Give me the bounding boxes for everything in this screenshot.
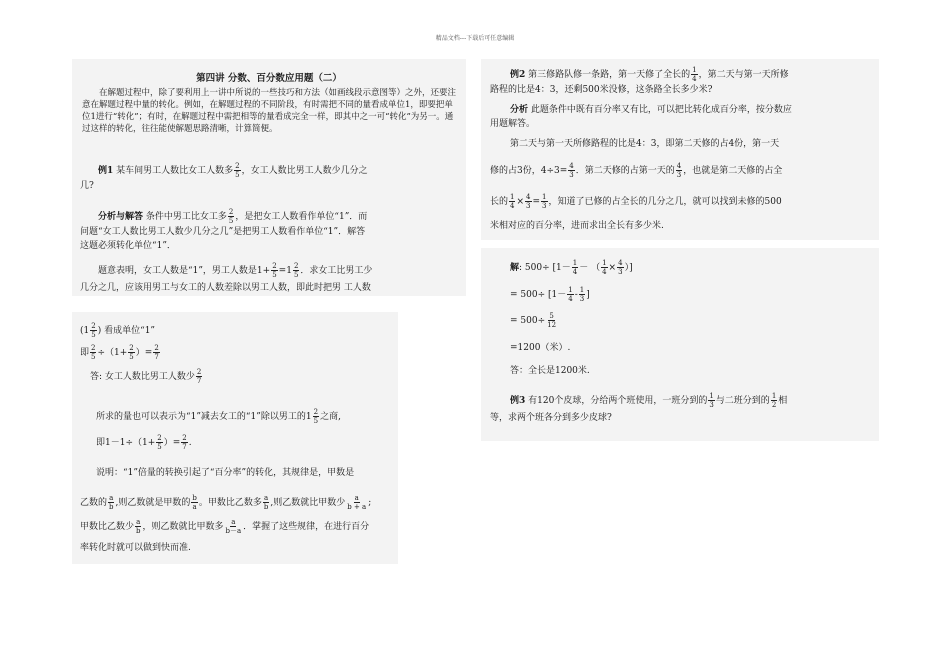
example2-line1: 例2 第三修路队修一条路，第一天修了全长的 $\frac{1}{4}$ ，第二天与第一天所修 [510, 66, 789, 83]
fraction: $\frac{4}{3}$ [676, 162, 682, 179]
solution1-line1: 题意表明，女工人数是“1”，男工人数是1+ $\frac{2}{5}$ =1 $\frac{2}{5}$ ．求女工比男工少 [98, 262, 373, 279]
solution2-calc-line3: = 500÷ $\frac{5}{12}$ [510, 312, 557, 329]
cont-line2: 即 $\frac{2}{5}$ ÷（1+ $\frac{2}{5}$ ）= $\frac{2}{7}$ [80, 344, 159, 361]
example1-text: 某车间男工人数比女工人数多 [116, 166, 234, 176]
intro-paragraph: 在解题过程中，除了要利用上一讲中所说的一些技巧和方法（如画线段示意图等）之外，还要注意在解题过程中量的转化。例如，在解题过程的不同阶段，有时需把不同的量看成单位1，即要把单位1进行“转化”；有时，在解题过程中需把相等的量看成完全一样，即其中之一可“转化”为另一。通过这样的转化，往往能使解题思路清晰，计算简便。 [82, 88, 457, 134]
fraction: $\frac{b}{a}$ [192, 494, 197, 511]
fraction: $\frac{1}{3}$ [709, 392, 714, 409]
fraction: $\frac{4}{3}$ [526, 193, 531, 210]
lesson-title: 第四讲 分数、百分数应用题（二） [196, 73, 342, 84]
fraction: $\frac{1}{3}$ [579, 286, 585, 303]
page-watermark: 精品文档---下载后可任意编辑 [435, 35, 515, 42]
fraction: $\frac{a}{b-a}$ [225, 518, 242, 535]
fraction: $\frac{1}{3}$ [542, 193, 547, 210]
fraction: $\frac{4}{3}$ [569, 162, 574, 179]
cont-line9: 率转化时就可以做到快而准. [80, 543, 191, 553]
analysis2-line1: 分析 此题条件中既有百分率又有比，可以把比转化成百分率，按分数应 [510, 105, 792, 115]
fraction: $\frac{2}{7}$ [154, 344, 159, 361]
fraction: $\frac{2}{5}$ [228, 208, 234, 225]
fraction: $\frac{4}{3}$ [618, 259, 623, 276]
example2-label: 例2 [510, 70, 526, 80]
analysis-label: 分析与解答 [98, 212, 144, 222]
fraction: $\frac{2}{5}$ [91, 344, 96, 361]
fraction: $\frac{2}{7}$ [196, 368, 202, 385]
cont-line5: 即1－1÷（1+ $\frac{2}{5}$ ）= $\frac{2}{7}$ . [96, 434, 192, 451]
fraction: $\frac{2}{5}$ [293, 262, 299, 279]
fraction: $\frac{a}{b + a}$ [347, 494, 367, 511]
cont-line4: 所求的量也可以表示为“1”减去女工的“1”除以男工的1 $\frac{2}{5}$ 之商, [96, 408, 341, 425]
example3-line1: 例3 有120个皮球，分给两个班使用，一班分到的 $\frac{1}{3}$ 与二班分到的 $\frac{1}{2}$ 相 [510, 392, 788, 409]
fraction: $\frac{1}{4}$ [602, 259, 607, 276]
fraction: $\frac{2}{5}$ [313, 408, 319, 425]
fraction: $\frac{2}{5}$ [91, 322, 96, 339]
fraction: $\frac{1}{4}$ [510, 193, 515, 210]
cont-line7: 乙数的 $\frac{a}{b}$ ,则乙数就是甲数的 $\frac{b}{a}$ 。甲数比乙数多 $\frac{a}{b}$ ,则乙数就比甲数少 $\frac{a}{b + a}$ ; [80, 494, 372, 511]
solution1-line2: 几分之几，应该用男工与女工的人数差除以男工人数，即此时把男 工人数 [80, 283, 371, 293]
solution2-text-line3: 长的 $\frac{1}{4}$ × $\frac{4}{3}$ = $\frac{1}{3}$ ，知道了已修的占全长的几分之几，就可以找到未修的500 [490, 193, 782, 210]
fraction: $\frac{1}{2}$ [771, 392, 777, 409]
fraction: $\frac{5}{12}$ [547, 312, 557, 329]
cont-line8: 甲数比乙数少 $\frac{a}{b}$ ，则乙数就比甲数多 $\frac{a}{b-a}$ ．掌握了这些规律，在进行百分 [80, 518, 370, 535]
fraction: $\frac{2}{7}$ [182, 434, 187, 451]
example2-line2: 路程的比是4：3，还剩500米没修，这条路全长多少米? [490, 85, 713, 95]
solution2-text-line2: 修的占3份，4÷3= $\frac{4}{3}$ ．第二天修的占第一天的 $\frac{4}{3}$ ，也就是第二天修的占全 [490, 162, 783, 179]
fraction: $\frac{a}{b}$ [136, 518, 141, 535]
analysis1-line3: 这题必须转化单位“1”． [80, 241, 176, 251]
fraction: $\frac{a}{b}$ [109, 494, 114, 511]
fraction: $\frac{1}{4}$ [572, 259, 578, 276]
solution2-answer: 答：全长是1200米. [510, 366, 590, 376]
solution2-calc-line2: = 500÷ [1－ $\frac{1}{4}$ - $\frac{1}{3}$ ] [510, 286, 590, 303]
fraction: $\frac{a}{b}$ [263, 494, 269, 511]
analysis2-line2: 用题解答。 [490, 119, 536, 129]
solution2-text-line1: 第二天与第一天所修路程的比是4：3，即第二天修的占4份，第一天 [510, 139, 780, 149]
solution2-calc-line4: =1200（米）. [510, 343, 571, 353]
analysis-text: ，是把女工人数看作单位“1”．而 [235, 212, 368, 222]
fraction: $\frac{2}{5}$ [235, 162, 240, 179]
fraction: $\frac{1}{4}$ [568, 286, 573, 303]
analysis1-line1 [98, 208, 367, 225]
example3-label: 例3 [510, 396, 526, 406]
solution2-text-line4: 米相对应的百分率，进而求出全长有多少米. [490, 221, 664, 231]
fraction: $\frac{2}{5}$ [272, 262, 277, 279]
fraction: $\frac{2}{5}$ [157, 434, 162, 451]
cont-line3: 答: 女工人数比男工人数少 $\frac{2}{7}$ [90, 368, 202, 385]
fraction: $\frac{2}{5}$ [129, 344, 134, 361]
analysis-text: 条件中男工比女工多 [145, 212, 227, 222]
example1-text: ，女工人数比男工人数少几分之 [241, 166, 368, 176]
solution2-calc-line1: 解: 500÷ [1－ $\frac{1}{4}$ － （ $\frac{1}{4}$ × $\frac{4}{3}$ ）] [510, 259, 633, 276]
cont-line6: 说明：“1”倍量的转换引起了“百分率”的转化，其规律是，甲数是 [96, 468, 355, 478]
solution-label: 解 [510, 263, 520, 273]
cont-line1: (1 $\frac{2}{5}$ ) 看成单位“1” [80, 322, 156, 339]
example1-line1 [98, 162, 368, 179]
fraction: $\frac{1}{4}$ [692, 66, 697, 83]
example3-line2: 等，求两个班各分到多少皮球? [490, 413, 612, 423]
analysis1-line2: 问题“女工人数比男工人数少几分之几”是把男工人数看作单位“1”．解答 [80, 227, 366, 237]
example1-line2: 几? [80, 181, 94, 191]
example1-label: 例1 [98, 166, 114, 176]
analysis-label: 分析 [510, 105, 529, 115]
